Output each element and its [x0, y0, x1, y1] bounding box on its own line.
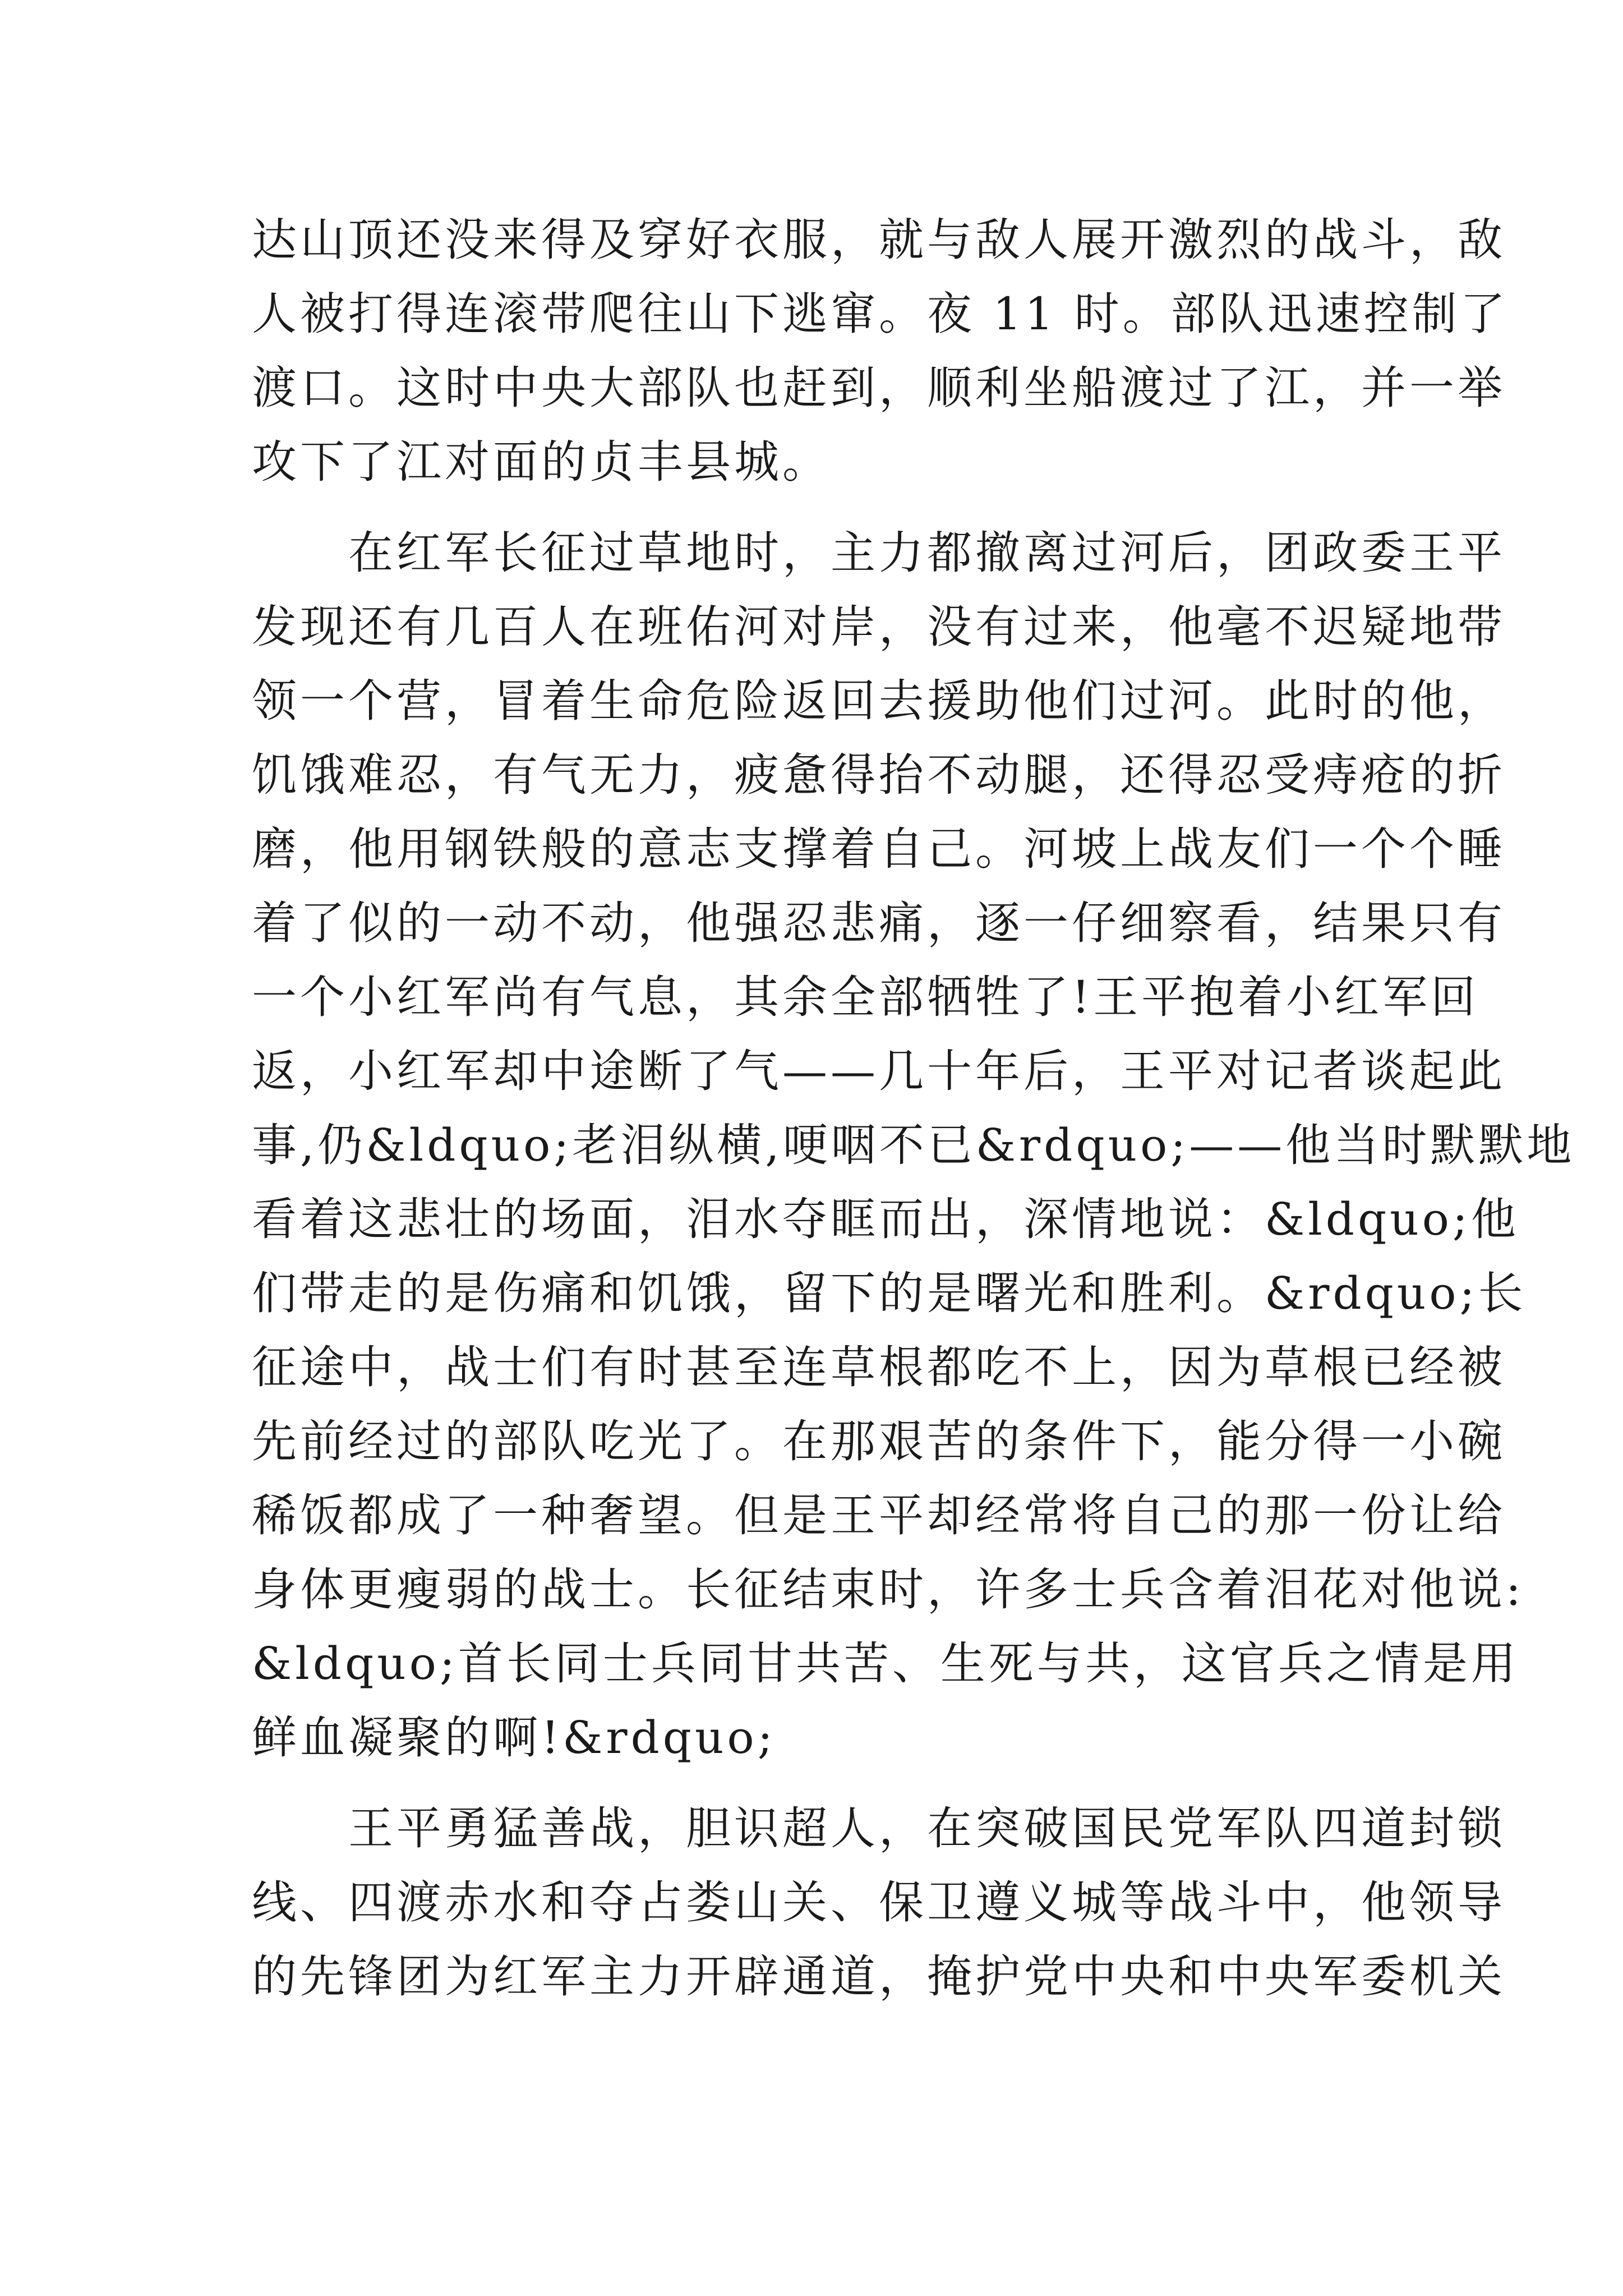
paragraph-gap — [252, 499, 1385, 516]
text-line: 磨，他用钢铁般的意志支撑着自己。河坡上战友们一个个睡 — [252, 823, 1506, 875]
text-line: 稀饭都成了一种奢望。但是王平却经常将自己的那一份让给 — [252, 1489, 1506, 1542]
text-line: 渡口。这时中央大部队也赶到，顺利坐船渡过了江，并一举 — [252, 362, 1506, 414]
text-line: 鲜血凝聚的啊!&rdquo; — [252, 1711, 776, 1764]
text-line: 发现还有几百人在班佑河对岸，没有过来，他毫不迟疑地带 — [252, 601, 1506, 653]
text-line: 达山顶还没来得及穿好衣服，就与敌人展开激烈的战斗，敌 — [252, 214, 1506, 266]
text-line: 事,仍&ldquo;老泪纵横,哽咽不已&rdquo;——他当时默默地 — [252, 1119, 1575, 1171]
paragraph-gap — [252, 1775, 1385, 1792]
text-line: 一个小红军尚有气息，其余全部牺牲了!王平抱着小红军回 — [252, 971, 1479, 1023]
text-line: 人被打得连滚带爬往山下逃窜。夜 11 时。部队迅速控制了 — [252, 288, 1509, 340]
text-line: 看着这悲壮的场面，泪水夺眶而出，深情地说：&ldquo;他 — [252, 1193, 1519, 1245]
paragraph — [252, 516, 1575, 1775]
text-line: &ldquo;首长同士兵同甘共苦、生死与共，这官兵之情是用 — [252, 1637, 1519, 1690]
text-line: 攻下了江对面的贞丰县城。 — [252, 436, 831, 488]
text-line: 身体更瘦弱的战士。长征结束时，许多士兵含着泪花对他说: — [252, 1563, 1524, 1616]
text-line: 返，小红军却中途断了气——几十年后，王平对记者谈起此 — [252, 1045, 1506, 1097]
text-line: 征途中，战士们有时甚至连草根都吃不上，因为草根已经被 — [252, 1341, 1506, 1393]
text-line: 在红军长征过草地时，主力都撤离过河后，团政委王平 — [252, 527, 1506, 579]
text-line: 着了似的一动不动，他强忍悲痛，逐一仔细察看，结果只有 — [252, 897, 1506, 949]
body-text — [252, 203, 1575, 2014]
text-line: 领一个营，冒着生命危险返回去援助他们过河。此时的他， — [252, 675, 1506, 727]
text-line: 先前经过的部队吃光了。在那艰苦的条件下，能分得一小碗 — [252, 1415, 1506, 1467]
text-line: 线、四渡赤水和夺占娄山关、保卫遵义城等战斗中，他领导 — [252, 1876, 1506, 1929]
paragraph — [252, 1792, 1506, 2014]
text-line: 饥饿难忍，有气无力，疲惫得抬不动腿，还得忍受痔疮的折 — [252, 749, 1506, 801]
text-line: 们带走的是伤痛和饥饿，留下的是曙光和胜利。&rdquo;长 — [252, 1267, 1527, 1319]
paragraph — [252, 203, 1509, 499]
text-line: 王平勇猛善战，胆识超人，在突破国民党军队四道封锁 — [252, 1802, 1506, 1855]
text-line: 的先锋团为红军主力开辟通道，掩护党中央和中央军委机关 — [252, 1950, 1506, 2003]
